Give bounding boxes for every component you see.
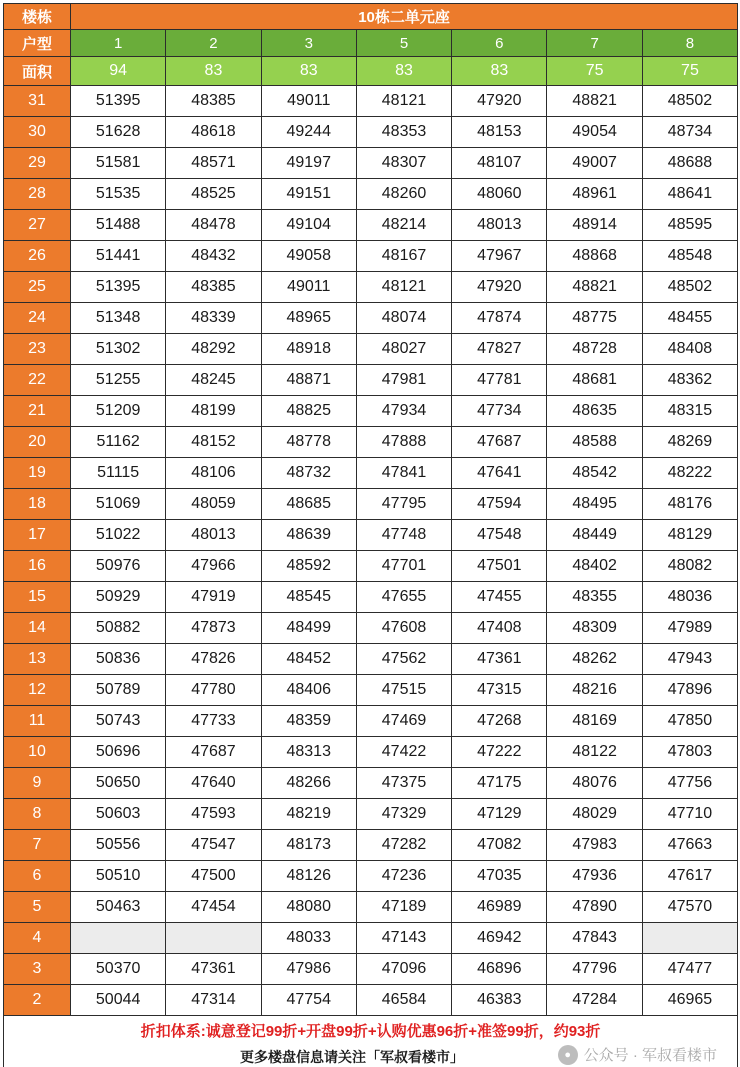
price-cell: 47803 — [642, 737, 737, 768]
price-cell: 48353 — [356, 117, 451, 148]
price-cell: 48107 — [452, 148, 547, 179]
price-cell: 47710 — [642, 799, 737, 830]
floor-number: 16 — [4, 551, 71, 582]
price-cell: 48406 — [261, 675, 356, 706]
price-cell: 48402 — [547, 551, 642, 582]
price-cell: 48635 — [547, 396, 642, 427]
price-cell: 47748 — [356, 520, 451, 551]
price-cell: 48199 — [166, 396, 261, 427]
price-cell: 47967 — [452, 241, 547, 272]
price-cell: 48292 — [166, 334, 261, 365]
floor-number: 22 — [4, 365, 71, 396]
more-info-note: 更多楼盘信息请关注「军叔看楼市」 — [4, 1047, 737, 1067]
floor-row — [4, 551, 738, 582]
price-cell: 51022 — [71, 520, 166, 551]
price-cell: 51115 — [71, 458, 166, 489]
price-cell: 48775 — [547, 303, 642, 334]
price-cell: 48153 — [452, 117, 547, 148]
price-cell: 47663 — [642, 830, 737, 861]
price-cell: 47989 — [642, 613, 737, 644]
price-cell: 48245 — [166, 365, 261, 396]
price-cell: 47781 — [452, 365, 547, 396]
price-cell: 49007 — [547, 148, 642, 179]
price-cell: 48595 — [642, 210, 737, 241]
price-cell: 48734 — [642, 117, 737, 148]
price-cell: 47236 — [356, 861, 451, 892]
title-row — [4, 4, 738, 30]
unit-header-cell: 5 — [356, 30, 451, 57]
price-cell: 47375 — [356, 768, 451, 799]
floor-number: 30 — [4, 117, 71, 148]
price-cell: 48542 — [547, 458, 642, 489]
price-cell: 49011 — [261, 272, 356, 303]
price-cell: 49011 — [261, 86, 356, 117]
floor-number: 7 — [4, 830, 71, 861]
price-cell: 47896 — [642, 675, 737, 706]
floor-row — [4, 489, 738, 520]
price-cell: 51255 — [71, 365, 166, 396]
price-cell: 48825 — [261, 396, 356, 427]
price-cell: 47841 — [356, 458, 451, 489]
price-cell: 48961 — [547, 179, 642, 210]
price-cell: 48914 — [547, 210, 642, 241]
floor-row — [4, 427, 738, 458]
floor-row — [4, 210, 738, 241]
floor-row — [4, 768, 738, 799]
price-cell: 48309 — [547, 613, 642, 644]
price-cell: 48618 — [166, 117, 261, 148]
price-cell: 48545 — [261, 582, 356, 613]
price-cell: 47408 — [452, 613, 547, 644]
price-cell: 48129 — [642, 520, 737, 551]
price-cell: 47361 — [452, 644, 547, 675]
price-cell: 48385 — [166, 86, 261, 117]
area-cell: 83 — [452, 57, 547, 86]
price-cell: 48059 — [166, 489, 261, 520]
price-cell: 48588 — [547, 427, 642, 458]
floor-number: 18 — [4, 489, 71, 520]
price-cell: 48080 — [261, 892, 356, 923]
floor-number: 23 — [4, 334, 71, 365]
price-cell: 47315 — [452, 675, 547, 706]
floor-number: 8 — [4, 799, 71, 830]
price-cell: 47282 — [356, 830, 451, 861]
price-cell: 48871 — [261, 365, 356, 396]
price-cell: 50463 — [71, 892, 166, 923]
price-cell: 48152 — [166, 427, 261, 458]
price-cell: 51209 — [71, 396, 166, 427]
price-cell: 47547 — [166, 830, 261, 861]
price-cell: 48571 — [166, 148, 261, 179]
area-row — [4, 57, 738, 86]
price-cell: 48013 — [452, 210, 547, 241]
price-cell: 48918 — [261, 334, 356, 365]
unit-header-cell: 8 — [642, 30, 737, 57]
price-cell: 48214 — [356, 210, 451, 241]
floor-number: 13 — [4, 644, 71, 675]
price-cell: 47754 — [261, 985, 356, 1016]
floor-row — [4, 86, 738, 117]
floor-number: 27 — [4, 210, 71, 241]
price-cell: 48266 — [261, 768, 356, 799]
price-cell: 50556 — [71, 830, 166, 861]
price-cell: 47469 — [356, 706, 451, 737]
price-cell: 50882 — [71, 613, 166, 644]
price-cell: 47500 — [166, 861, 261, 892]
price-cell: 48362 — [642, 365, 737, 396]
price-cell: 49104 — [261, 210, 356, 241]
floor-number: 28 — [4, 179, 71, 210]
floor-row — [4, 737, 738, 768]
price-cell: 46896 — [452, 954, 547, 985]
price-cell: 47796 — [547, 954, 642, 985]
price-cell: 48821 — [547, 86, 642, 117]
price-cell: 50836 — [71, 644, 166, 675]
price-cell: 48269 — [642, 427, 737, 458]
floor-row — [4, 892, 738, 923]
floor-row — [4, 830, 738, 861]
price-cell: 47455 — [452, 582, 547, 613]
price-cell: 47222 — [452, 737, 547, 768]
price-cell: 48173 — [261, 830, 356, 861]
floor-number: 5 — [4, 892, 71, 923]
price-cell: 50976 — [71, 551, 166, 582]
price-cell: 47655 — [356, 582, 451, 613]
floor-row — [4, 179, 738, 210]
price-cell: 47981 — [356, 365, 451, 396]
price-cell: 50696 — [71, 737, 166, 768]
empty-price-cell — [642, 923, 737, 954]
building-name: 10栋二单元座 — [71, 4, 738, 30]
floor-number: 12 — [4, 675, 71, 706]
floor-row — [4, 799, 738, 830]
price-cell: 48502 — [642, 272, 737, 303]
floor-number: 26 — [4, 241, 71, 272]
price-cell: 47934 — [356, 396, 451, 427]
price-cell: 48408 — [642, 334, 737, 365]
floor-number: 9 — [4, 768, 71, 799]
floor-row — [4, 985, 738, 1016]
price-cell: 48074 — [356, 303, 451, 334]
price-cell: 47734 — [452, 396, 547, 427]
price-cell: 47096 — [356, 954, 451, 985]
price-cell: 47501 — [452, 551, 547, 582]
area-cell: 94 — [71, 57, 166, 86]
price-cell: 47189 — [356, 892, 451, 923]
price-cell: 47515 — [356, 675, 451, 706]
price-cell: 47570 — [642, 892, 737, 923]
price-cell: 47640 — [166, 768, 261, 799]
price-cell: 47966 — [166, 551, 261, 582]
price-cell: 47687 — [452, 427, 547, 458]
price-cell: 47873 — [166, 613, 261, 644]
floor-number: 3 — [4, 954, 71, 985]
price-cell: 47843 — [547, 923, 642, 954]
price-cell: 48029 — [547, 799, 642, 830]
price-cell: 48033 — [261, 923, 356, 954]
price-cell: 50370 — [71, 954, 166, 985]
floor-row — [4, 644, 738, 675]
price-cell: 51395 — [71, 86, 166, 117]
price-cell: 47826 — [166, 644, 261, 675]
floor-row — [4, 861, 738, 892]
price-cell: 47890 — [547, 892, 642, 923]
floor-row — [4, 334, 738, 365]
price-cell: 50510 — [71, 861, 166, 892]
price-cell: 51581 — [71, 148, 166, 179]
price-cell: 47593 — [166, 799, 261, 830]
floor-row — [4, 396, 738, 427]
price-cell: 47175 — [452, 768, 547, 799]
unit-row — [4, 30, 738, 57]
price-cell: 47986 — [261, 954, 356, 985]
unit-header-cell: 1 — [71, 30, 166, 57]
price-cell: 47780 — [166, 675, 261, 706]
price-cell: 50929 — [71, 582, 166, 613]
price-cell: 51302 — [71, 334, 166, 365]
price-cell: 48525 — [166, 179, 261, 210]
price-cell: 47701 — [356, 551, 451, 582]
price-cell: 50789 — [71, 675, 166, 706]
price-cell: 51395 — [71, 272, 166, 303]
price-cell: 48106 — [166, 458, 261, 489]
floor-row — [4, 613, 738, 644]
floor-row — [4, 520, 738, 551]
price-cell: 48027 — [356, 334, 451, 365]
price-cell: 48260 — [356, 179, 451, 210]
floor-row — [4, 582, 738, 613]
price-cell: 47329 — [356, 799, 451, 830]
floor-number: 14 — [4, 613, 71, 644]
price-cell: 47082 — [452, 830, 547, 861]
price-cell: 47562 — [356, 644, 451, 675]
price-cell: 46383 — [452, 985, 547, 1016]
unit-header-cell: 3 — [261, 30, 356, 57]
price-cell: 48121 — [356, 272, 451, 303]
price-cell: 48639 — [261, 520, 356, 551]
floor-number: 2 — [4, 985, 71, 1016]
price-cell: 48478 — [166, 210, 261, 241]
floor-number: 6 — [4, 861, 71, 892]
price-cell: 48778 — [261, 427, 356, 458]
price-cell: 46989 — [452, 892, 547, 923]
price-cell: 47641 — [452, 458, 547, 489]
price-cell: 48222 — [642, 458, 737, 489]
floor-row — [4, 272, 738, 303]
price-cell: 48036 — [642, 582, 737, 613]
price-cell: 48122 — [547, 737, 642, 768]
price-cell: 49244 — [261, 117, 356, 148]
price-cell: 48685 — [261, 489, 356, 520]
floor-row — [4, 675, 738, 706]
price-cell: 46584 — [356, 985, 451, 1016]
area-cell: 83 — [356, 57, 451, 86]
unit-header-cell: 7 — [547, 30, 642, 57]
floor-number: 31 — [4, 86, 71, 117]
price-cell: 48359 — [261, 706, 356, 737]
price-cell: 48082 — [642, 551, 737, 582]
discount-note: 折扣体系:诚意登记99折+开盘99折+认购优惠96折+准签99折，约93折 — [4, 1020, 737, 1041]
price-cell: 47687 — [166, 737, 261, 768]
price-cell: 48315 — [642, 396, 737, 427]
price-cell: 48821 — [547, 272, 642, 303]
area-cell: 75 — [547, 57, 642, 86]
area-label: 面积 — [4, 57, 71, 86]
price-cell: 47548 — [452, 520, 547, 551]
price-cell: 47422 — [356, 737, 451, 768]
price-cell: 47888 — [356, 427, 451, 458]
price-cell: 47268 — [452, 706, 547, 737]
price-cell: 48219 — [261, 799, 356, 830]
floor-row — [4, 706, 738, 737]
floor-number: 24 — [4, 303, 71, 334]
floor-row — [4, 241, 738, 272]
price-cell: 51488 — [71, 210, 166, 241]
price-cell: 48499 — [261, 613, 356, 644]
price-cell: 47733 — [166, 706, 261, 737]
price-cell: 48732 — [261, 458, 356, 489]
price-cell: 47943 — [642, 644, 737, 675]
price-cell: 47594 — [452, 489, 547, 520]
price-cell: 51628 — [71, 117, 166, 148]
price-cell: 48495 — [547, 489, 642, 520]
price-cell: 47361 — [166, 954, 261, 985]
floor-number: 25 — [4, 272, 71, 303]
floor-row — [4, 148, 738, 179]
price-body — [4, 86, 738, 1016]
price-cell: 47795 — [356, 489, 451, 520]
building-label: 楼栋 — [4, 4, 71, 30]
price-cell: 49197 — [261, 148, 356, 179]
floor-number: 29 — [4, 148, 71, 179]
price-cell: 48688 — [642, 148, 737, 179]
area-cell: 83 — [166, 57, 261, 86]
price-cell: 47920 — [452, 86, 547, 117]
floor-row — [4, 458, 738, 489]
price-cell: 48548 — [642, 241, 737, 272]
floor-number: 19 — [4, 458, 71, 489]
price-cell: 48060 — [452, 179, 547, 210]
price-cell: 47850 — [642, 706, 737, 737]
price-cell: 50044 — [71, 985, 166, 1016]
unit-header-cell: 6 — [452, 30, 547, 57]
price-cell: 47608 — [356, 613, 451, 644]
price-cell: 51441 — [71, 241, 166, 272]
price-cell: 47143 — [356, 923, 451, 954]
price-cell: 48502 — [642, 86, 737, 117]
price-cell: 50650 — [71, 768, 166, 799]
floor-row — [4, 303, 738, 334]
price-cell: 48432 — [166, 241, 261, 272]
price-cell: 51162 — [71, 427, 166, 458]
floor-number: 17 — [4, 520, 71, 551]
floor-number: 10 — [4, 737, 71, 768]
price-cell: 48449 — [547, 520, 642, 551]
price-cell: 48355 — [547, 582, 642, 613]
price-cell: 49058 — [261, 241, 356, 272]
area-cell: 83 — [261, 57, 356, 86]
price-cell: 48013 — [166, 520, 261, 551]
price-cell: 48121 — [356, 86, 451, 117]
price-cell: 48307 — [356, 148, 451, 179]
floor-row — [4, 365, 738, 396]
floor-number: 11 — [4, 706, 71, 737]
price-cell: 50743 — [71, 706, 166, 737]
price-cell: 48216 — [547, 675, 642, 706]
price-cell: 49151 — [261, 179, 356, 210]
price-cell: 47314 — [166, 985, 261, 1016]
price-cell: 48728 — [547, 334, 642, 365]
price-cell: 48385 — [166, 272, 261, 303]
price-cell: 48169 — [547, 706, 642, 737]
price-cell: 48641 — [642, 179, 737, 210]
price-cell: 48313 — [261, 737, 356, 768]
floor-row — [4, 923, 738, 954]
floor-row — [4, 117, 738, 148]
price-cell: 51348 — [71, 303, 166, 334]
price-cell: 47284 — [547, 985, 642, 1016]
price-cell: 48452 — [261, 644, 356, 675]
price-cell: 49054 — [547, 117, 642, 148]
price-cell: 48126 — [261, 861, 356, 892]
price-cell: 48167 — [356, 241, 451, 272]
floor-number: 21 — [4, 396, 71, 427]
wechat-icon: ● — [558, 1045, 578, 1065]
price-cell: 48965 — [261, 303, 356, 334]
price-sheet — [3, 3, 737, 1067]
price-cell: 47035 — [452, 861, 547, 892]
price-cell: 47920 — [452, 272, 547, 303]
price-cell: 48176 — [642, 489, 737, 520]
price-cell: 51535 — [71, 179, 166, 210]
price-cell: 48455 — [642, 303, 737, 334]
floor-row — [4, 954, 738, 985]
price-cell: 48262 — [547, 644, 642, 675]
price-cell: 47477 — [642, 954, 737, 985]
unit-label: 户型 — [4, 30, 71, 57]
price-cell: 47919 — [166, 582, 261, 613]
price-cell: 48592 — [261, 551, 356, 582]
price-cell: 48868 — [547, 241, 642, 272]
price-cell: 47617 — [642, 861, 737, 892]
price-cell: 50603 — [71, 799, 166, 830]
price-cell: 47756 — [642, 768, 737, 799]
price-cell: 46965 — [642, 985, 737, 1016]
price-cell: 47936 — [547, 861, 642, 892]
price-cell: 47454 — [166, 892, 261, 923]
empty-price-cell — [71, 923, 166, 954]
watermark-text: 公众号 · 军叔看楼市 — [584, 1044, 717, 1065]
empty-price-cell — [166, 923, 261, 954]
floor-number: 20 — [4, 427, 71, 458]
unit-header-cell: 2 — [166, 30, 261, 57]
price-table — [3, 3, 738, 1067]
price-cell: 48681 — [547, 365, 642, 396]
price-cell: 46942 — [452, 923, 547, 954]
floor-number: 15 — [4, 582, 71, 613]
price-cell: 47827 — [452, 334, 547, 365]
price-cell: 47983 — [547, 830, 642, 861]
watermark — [558, 1044, 717, 1065]
floor-number: 4 — [4, 923, 71, 954]
price-cell: 51069 — [71, 489, 166, 520]
price-cell: 48076 — [547, 768, 642, 799]
area-cell: 75 — [642, 57, 737, 86]
price-cell: 47129 — [452, 799, 547, 830]
price-cell: 47874 — [452, 303, 547, 334]
price-cell: 48339 — [166, 303, 261, 334]
